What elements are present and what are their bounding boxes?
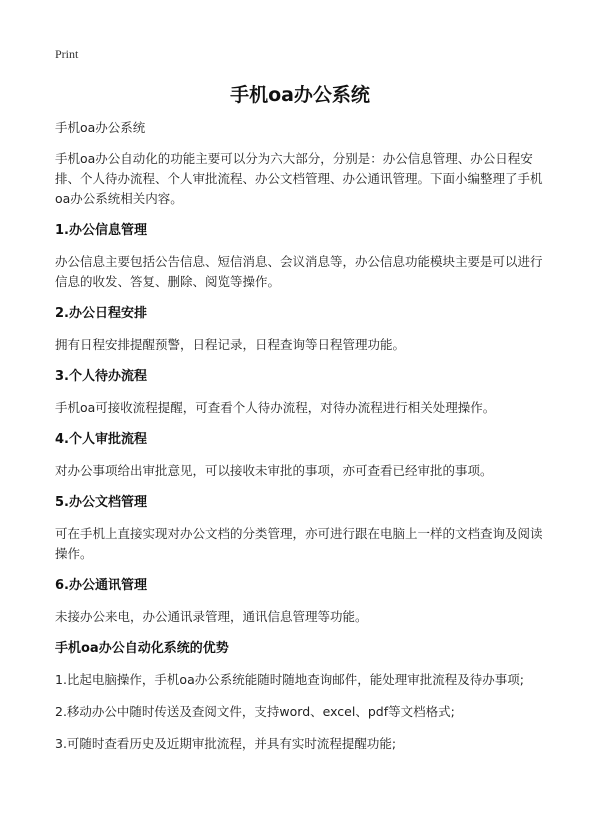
section-heading: 6.办公通讯管理 <box>55 578 147 593</box>
section-body: 对办公事项给出审批意见，可以接收未审批的事项，亦可查看已经审批的事项。 <box>55 463 493 478</box>
section-pending-flow <box>55 367 550 418</box>
section-advantages <box>55 639 550 754</box>
advantage-item: 3.可随时查看历史及近期审批流程，并具有实时流程提醒功能; <box>55 736 397 751</box>
section-heading: 1.办公信息管理 <box>55 223 147 238</box>
document-content <box>55 118 550 766</box>
section-heading: 4.个人审批流程 <box>55 432 147 447</box>
section-heading: 2.办公日程安排 <box>55 306 147 321</box>
advantage-item: 2.移动办公中随时传送及查阅文件，支持word、excel、pdf等文档格式; <box>55 704 455 719</box>
intro-paragraph: 手机oa办公自动化的功能主要可以分为六大部分，分别是：办公信息管理、办公日程安排、个人待办流程、个人审批流程、办公文档管理、办公通讯管理。下面小编整理了手机oa办公系统相关内容。 <box>55 151 543 206</box>
advantage-item: 1.比起电脑操作，手机oa办公系统能随时随地查询邮件，能处理审批流程及待办事项; <box>55 672 524 687</box>
section-heading: 5.办公文档管理 <box>55 495 147 510</box>
print-link[interactable]: Print <box>55 47 79 61</box>
section-heading: 3.个人待办流程 <box>55 369 147 384</box>
section-body: 未接办公来电，办公通讯录管理，通讯信息管理等功能。 <box>55 609 368 624</box>
page-title: 手机oa办公系统 <box>230 84 370 106</box>
section-schedule <box>55 304 550 355</box>
intro-label: 手机oa办公系统 <box>55 120 146 135</box>
section-communication <box>55 576 550 627</box>
advantages-heading: 手机oa办公自动化系统的优势 <box>55 641 229 656</box>
section-office-info <box>55 221 550 292</box>
section-body: 拥有日程安排提醒预警，日程记录，日程查询等日程管理功能。 <box>55 337 406 352</box>
section-approval-flow <box>55 430 550 481</box>
section-body: 办公信息主要包括公告信息、短信消息、会议消息等，办公信息功能模块主要是可以进行信息的收发、答复、删除、阅览等操作。 <box>55 254 543 289</box>
section-document-management <box>55 493 550 564</box>
section-body: 可在手机上直接实现对办公文档的分类管理，亦可进行跟在电脑上一样的文档查询及阅读操作。 <box>55 526 543 561</box>
section-body: 手机oa可接收流程提醒，可查看个人待办流程，对待办流程进行相关处理操作。 <box>55 400 496 415</box>
